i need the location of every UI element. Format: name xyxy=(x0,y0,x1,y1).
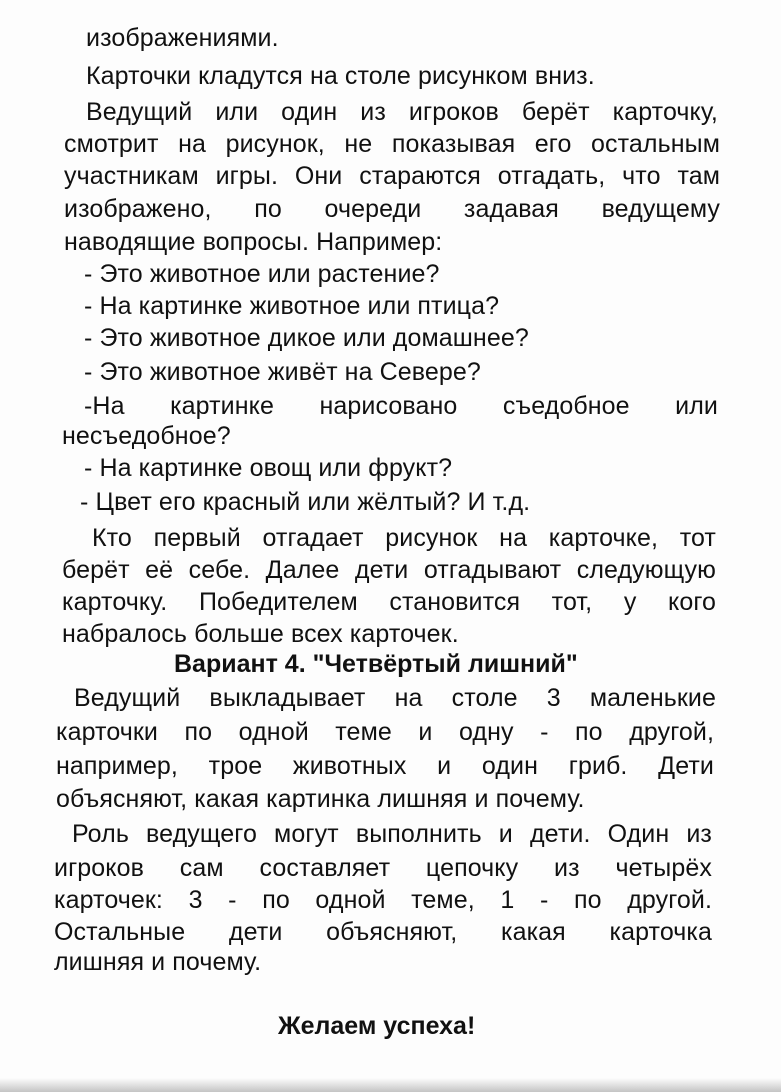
text-line xyxy=(86,96,718,128)
text-line: например, трое животных и один гриб. Дети xyxy=(56,752,714,780)
text-line: Остальные дети объясняют, какая карточка xyxy=(54,918,712,946)
list-item: - На картинке овощ или фрукт? xyxy=(84,454,453,482)
section-heading: Вариант 4. "Четвёртый лишний" xyxy=(174,650,578,678)
list-item: несъедобное? xyxy=(62,422,231,450)
text-line: лишняя и почему. xyxy=(54,948,262,976)
list-item: - Цвет его красный или жёлтый? И т.д. xyxy=(80,488,531,516)
list-item: - Это животное живёт на Севере? xyxy=(84,358,481,386)
scan-edge-shadow xyxy=(0,1078,781,1092)
text-line: карточку. Победителем становится тот, у кого xyxy=(62,588,716,616)
text-line: карточек: 3 - по одной теме, 1 - по другой. xyxy=(54,886,712,914)
word: один xyxy=(281,98,338,126)
text-line: изображено, по очереди задавая ведущему xyxy=(64,195,720,223)
word: из xyxy=(360,98,386,126)
word: карточку, xyxy=(612,98,718,126)
text-line: Кто первый отгадает рисунок на карточке, тот xyxy=(92,524,716,552)
text-line: Ведущий выкладывает на столе 3 маленькие xyxy=(74,684,716,712)
text-line: смотрит на рисунок, не показывая его остальным xyxy=(64,130,720,158)
text-line: карточки по одной теме и одну - по другой, xyxy=(56,718,714,746)
word: игроков xyxy=(408,98,499,126)
text-line: наводящие вопросы. Например: xyxy=(64,228,443,256)
text-line: берёт её себе. Далее дети отгадывают следующую xyxy=(62,556,716,584)
list-item: - На картинке животное или птица? xyxy=(84,292,500,320)
list-item: - Это животное или растение? xyxy=(84,260,440,288)
text-line: набралось больше всех карточек. xyxy=(62,620,459,648)
word: Ведущий xyxy=(86,98,193,126)
text-line: объясняют, какая картинка лишняя и почему. xyxy=(56,785,585,813)
list-item: -На картинке нарисовано съедобное или xyxy=(84,392,718,420)
closing-text: Желаем успеха! xyxy=(278,1012,476,1040)
text-line: изображениями. xyxy=(86,24,279,52)
text-line: игроков сам составляет цепочку из четырёх xyxy=(54,854,712,882)
text-line: Карточки кладутся на столе рисунком вниз. xyxy=(86,62,595,90)
word: или xyxy=(215,98,259,126)
word: берёт xyxy=(521,98,590,126)
text-line: Роль ведущего могут выполнить и дети. Один из xyxy=(72,820,712,848)
text-line: участникам игры. Они стараются отгадать, что там xyxy=(64,162,720,190)
list-item: - Это животное дикое или домашнее? xyxy=(84,324,529,352)
